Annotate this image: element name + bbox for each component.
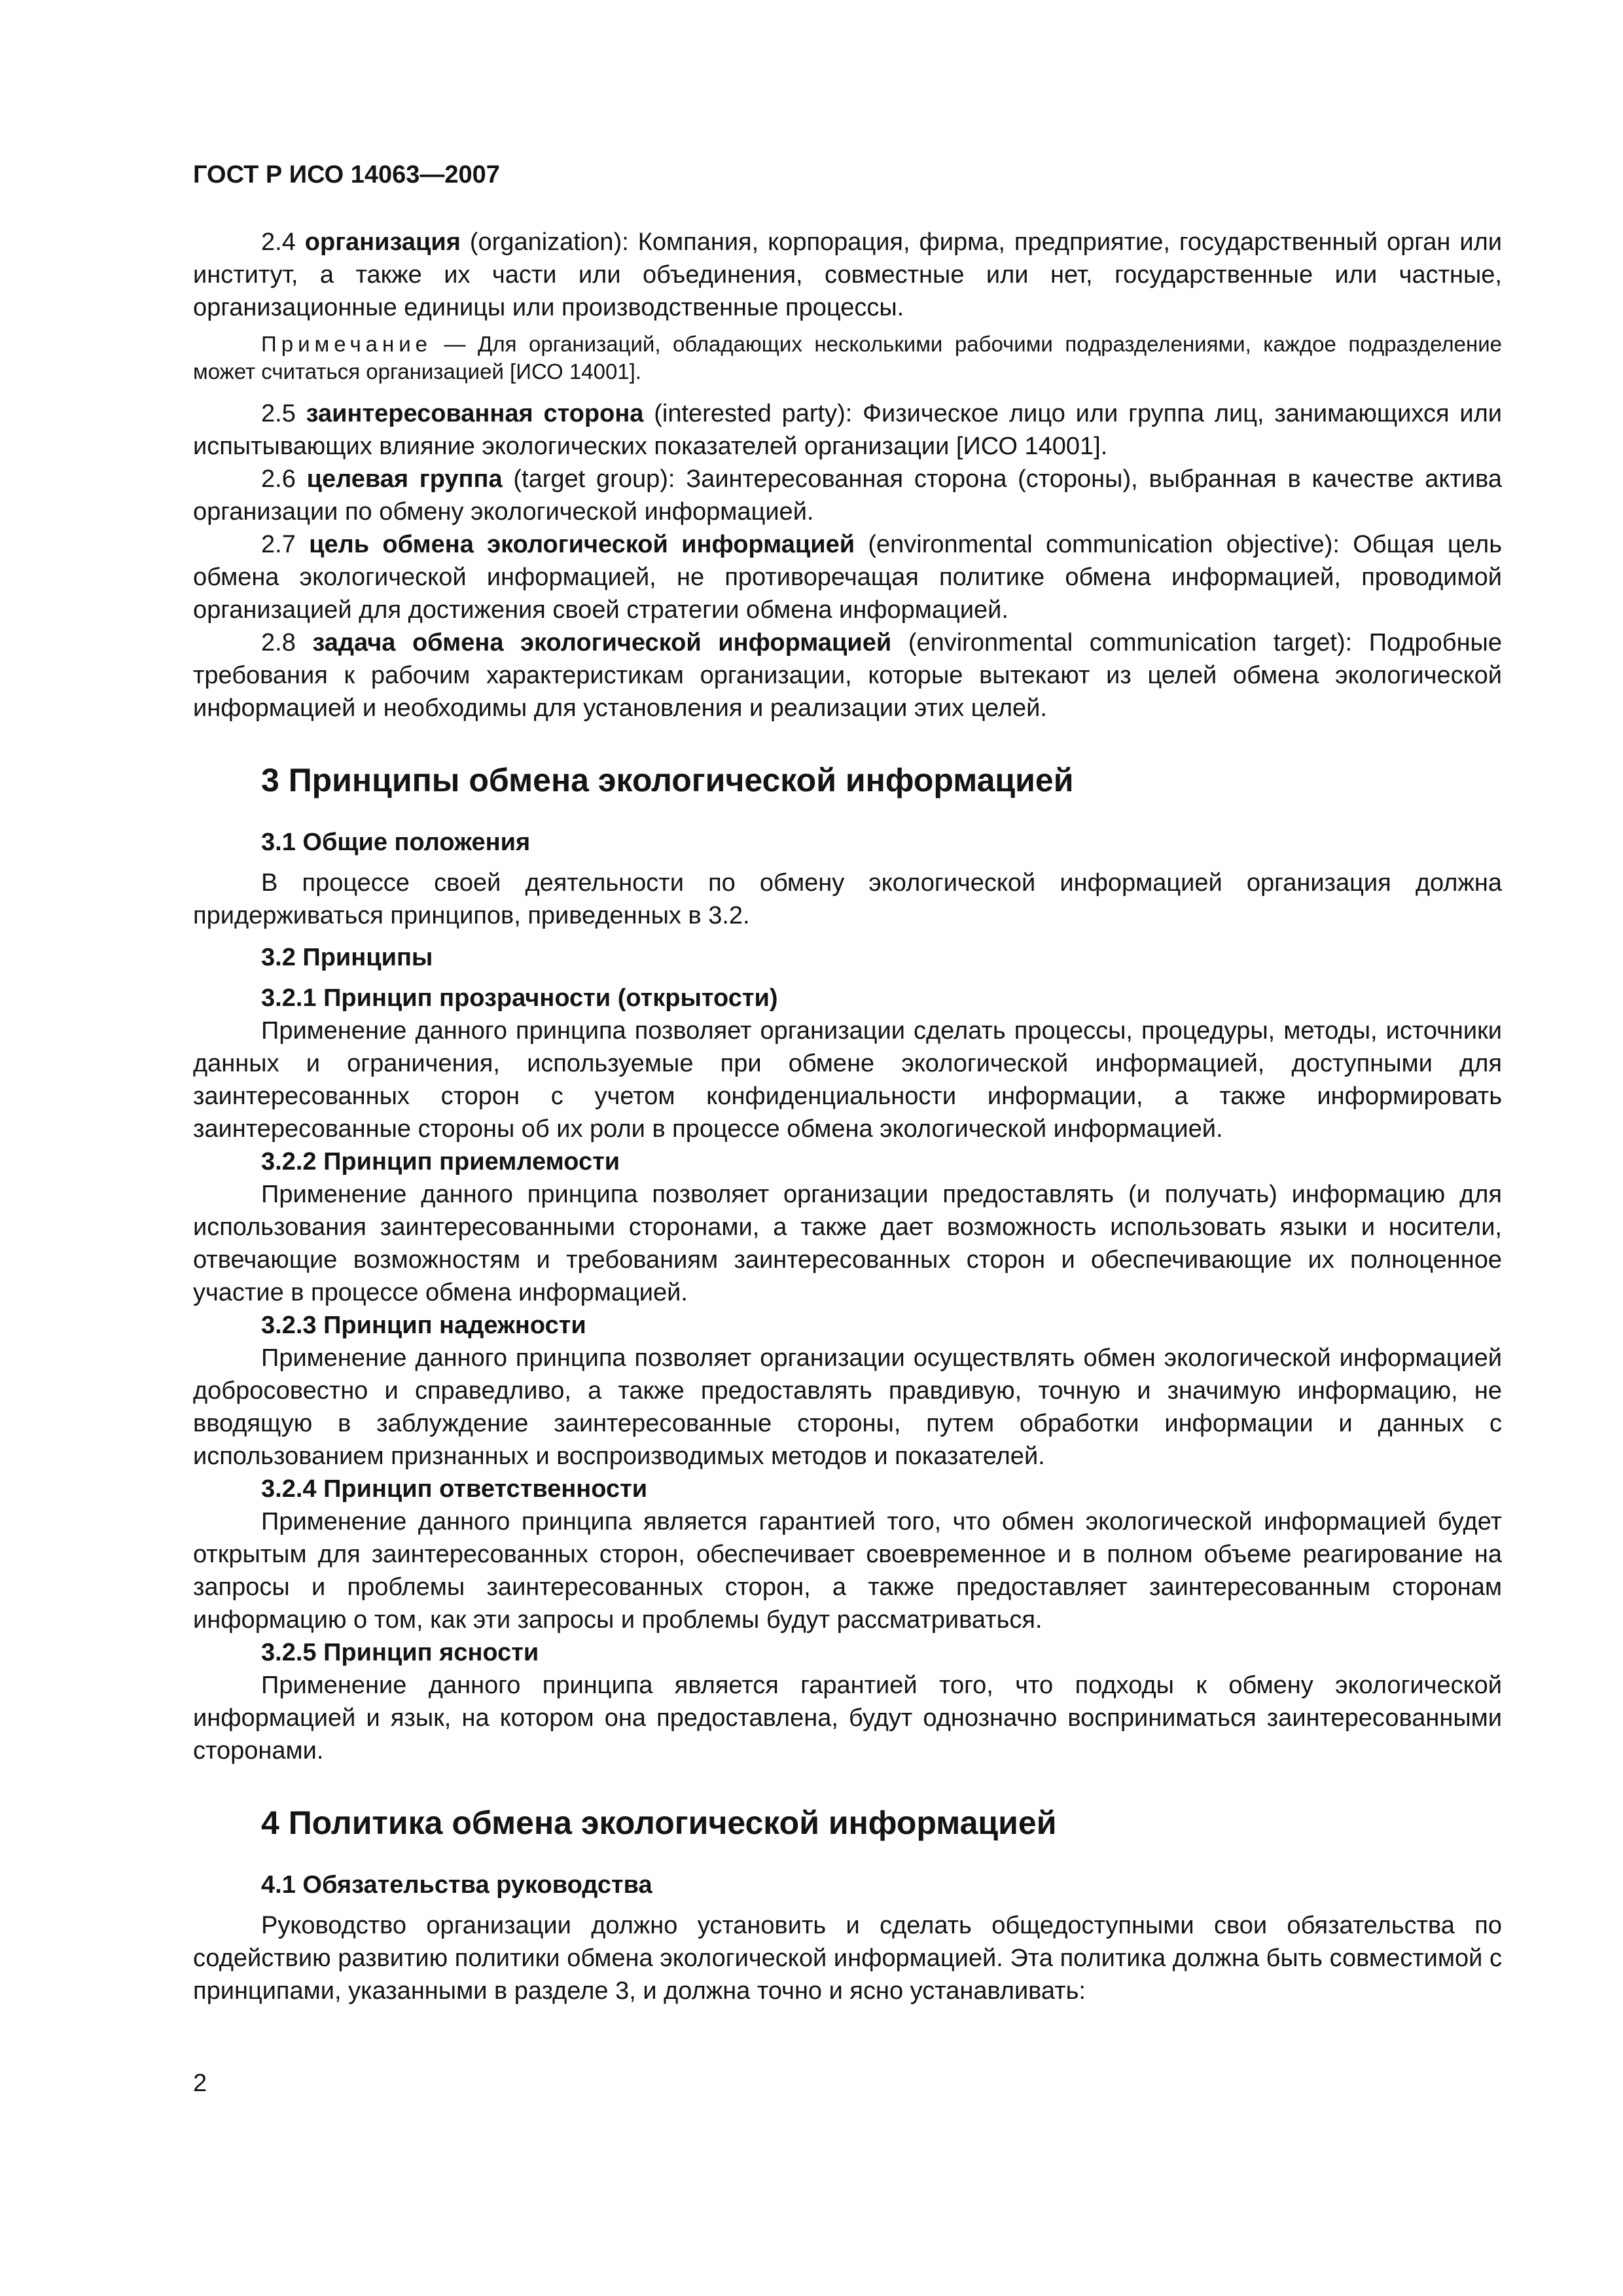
subsection-3-2-heading: 3.2 Принципы — [261, 944, 433, 971]
term: заинтересованная сторона — [306, 400, 644, 427]
note — [193, 331, 1502, 386]
clause-3-2-5-text: Применение данного принципа является гарантией того, что подходы к обмену экологической информацией и язык, на котором она предоставлена, будут однозначно восприниматься заинтересованными сторонами. — [193, 1672, 1502, 1765]
subsection-3-1-text: В процессе своей деятельности по обмену экологической информацией организация должна придерживаться принципов, приведенных в 3.2. — [193, 869, 1502, 929]
definition-text: (environmental communication target): Подробные требования к рабочим характеристикам организации, которые вытекают из целей обмена экологической информацией и необходимы для установления и реализации этих целей. — [193, 629, 1502, 722]
definition-2-4 — [193, 226, 1502, 324]
clause-number: 2.8 — [261, 629, 296, 656]
note-label: Примечание — [261, 332, 433, 356]
clause-number: 2.6 — [261, 465, 296, 493]
term: организация — [304, 228, 461, 256]
clause-3-2-1-heading: 3.2.1 Принцип прозрачности (открытости) — [261, 984, 778, 1012]
page-body — [193, 226, 1502, 2007]
definition-2-8 — [193, 626, 1502, 725]
clause-3-2-1-text: Применение данного принципа позволяет организации сделать процессы, процедуры, методы, источники данных и ограничения, используемые при обмене экологической информацией, доступными для заинтересованных сторон с учетом конфиденциальности информации, а также информировать заинтересованные стороны об их роли в процессе обмена экологической информацией. — [193, 1017, 1502, 1143]
definition-text: (interested party): Физическое лицо или группа лиц, занимающихся или испытывающих влияние экологических показателей организации [ИСО 14001]. — [193, 400, 1502, 460]
definition-text: (target group): Заинтересованная сторона (стороны), выбранная в качестве актива организации по обмену экологической информацией. — [193, 465, 1503, 526]
clause-3-2-4-text: Применение данного принципа является гарантией того, что обмен экологической информацией будет открытым для заинтересованных сторон, обеспечивает своевременное и в полном объеме реагирование на запросы и проблемы заинтересованных сторон, а также предоставляет заинтересованным сторонам информацию о том, как эти запросы и проблемы будут рассматриваться. — [193, 1508, 1502, 1634]
clause-3-2-3-heading: 3.2.3 Принцип надежности — [261, 1312, 586, 1339]
subsection-4-1-text: Руководство организации должно установить и сделать общедоступными свои обязательства по содействию развитию политики обмена экологической информацией. Эта политика должна быть совместимой с принципами, указанными в разделе 3, и должна точно и ясно устанавливать: — [193, 1912, 1502, 2005]
term: задача обмена экологической информацией — [312, 629, 892, 656]
subsection-3-1-heading: 3.1 Общие положения — [261, 829, 531, 856]
definition-2-6 — [193, 463, 1502, 528]
clause-3-2-4-heading: 3.2.4 Принцип ответственности — [261, 1475, 648, 1503]
clause-3-2-5-heading: 3.2.5 Принцип ясности — [261, 1639, 539, 1666]
clause-number: 2.4 — [261, 228, 296, 256]
document-header: ГОСТ Р ИСО 14063—2007 — [193, 161, 500, 188]
note-text: — Для организаций, обладающих несколькими рабочими подразделениями, каждое подразделение может считаться организацией [ИСО 14001]. — [193, 332, 1502, 384]
definition-text: (environmental communication objective): Общая цель обмена экологической информацией, не противоречащая политике обмена информацией, проводимой организацией для достижения своей стратегии обмена информацией. — [193, 531, 1502, 624]
subsection-4-1-heading: 4.1 Обязательства руководства — [261, 1871, 652, 1899]
page-number: 2 — [193, 2070, 207, 2097]
clause-3-2-2-heading: 3.2.2 Принцип приемлемости — [261, 1148, 620, 1175]
clause-3-2-2-text: Применение данного принципа позволяет организации предоставлять (и получать) информацию для использования заинтересованными сторонами, а также дает возможность использовать языки и носители, отвечающие возможностям и требованиям заинтересованных сторон и обеспечивающие их полноценное участие в процессе обмена информацией. — [193, 1181, 1502, 1306]
definition-2-5 — [193, 397, 1502, 463]
clause-number: 2.7 — [261, 531, 296, 558]
definition-text: (organization): Компания, корпорация, фирма, предприятие, государственный орган или институт, а также их части или объединения, совместные или нет, государственные или частные, организационные единицы или производственные процессы. — [193, 228, 1502, 321]
section-3-heading: 3 Принципы обмена экологической информацией — [261, 762, 1074, 798]
clause-number: 2.5 — [261, 400, 296, 427]
section-4-heading: 4 Политика обмена экологической информацией — [261, 1804, 1057, 1841]
term: целевая группа — [306, 465, 503, 493]
clause-3-2-3-text: Применение данного принципа позволяет организации осуществлять обмен экологической информацией добросовестно и справедливо, а также предоставлять правдивую, точную и значимую информацию, не вводящую в заблуждение заинтересованные стороны, путем обработки информации и данных с использованием признанных и воспроизводимых методов и показателей. — [193, 1344, 1502, 1470]
definition-2-7 — [193, 528, 1502, 626]
term: цель обмена экологической информацией — [309, 531, 855, 558]
